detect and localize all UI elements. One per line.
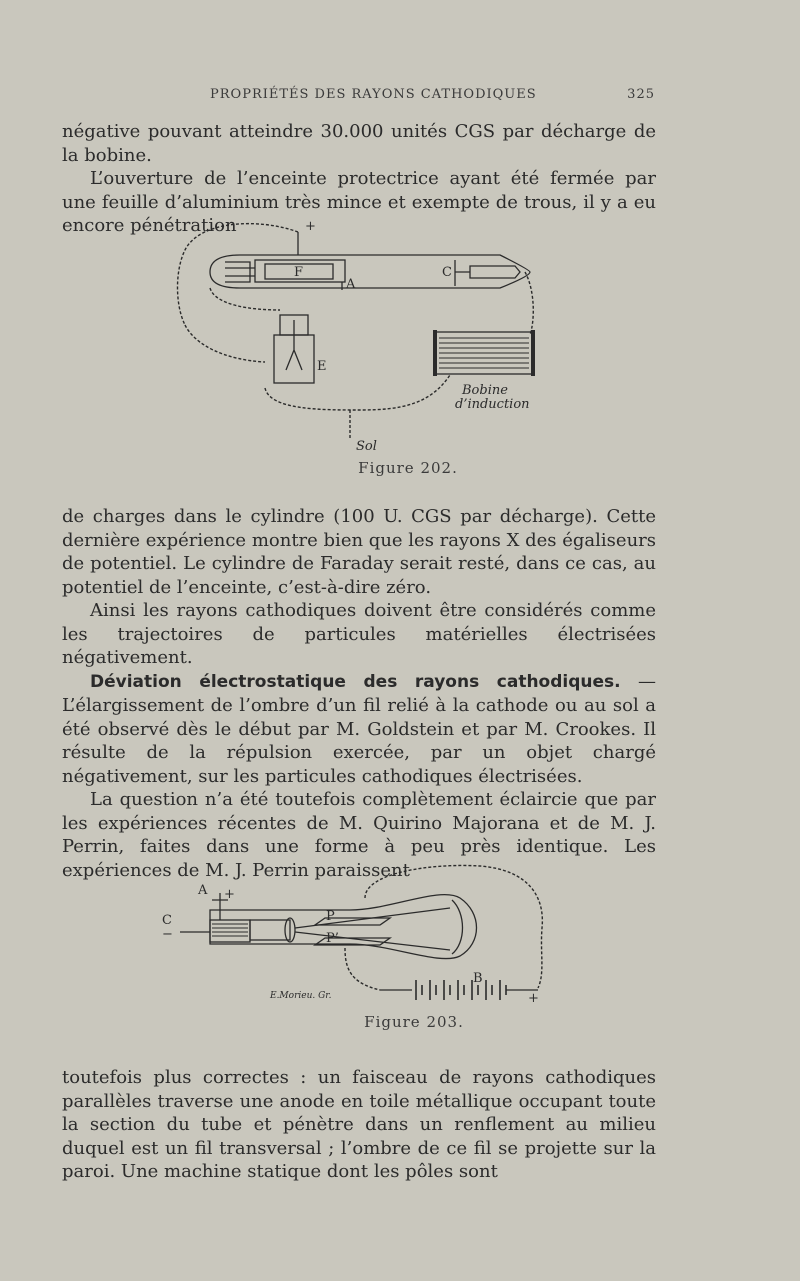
label-plus: + [305, 219, 316, 234]
label-B: B [473, 971, 483, 986]
coil-end-left [433, 330, 437, 376]
label-A: A [346, 277, 356, 292]
label-plus-B: + [528, 991, 539, 1006]
paragraph-deviation [62, 670, 656, 789]
text-block-bottom [62, 1066, 656, 1184]
paragraph-continued: négative pouvant atteindre 30.000 unités CGS par décharge de la bobine. [62, 121, 656, 166]
cathode [455, 260, 520, 286]
paragraph-charges: de charges dans le cylindre (100 U. CGS par décharge). Cette dernière expérience montre bien que les rayons X des égaliseurs de potentiel. Le cylindre de Faraday serait resté, dans ce cas, au potentiel de l’enceinte, c’est-à-dire zéro. [62, 506, 656, 598]
wire-bottom [265, 375, 450, 410]
running-title: PROPRIÉTÉS DES RAYONS CATHODIQUES [210, 87, 537, 102]
label-induction: d’induction [455, 397, 530, 412]
paragraph-perrin: toutefois plus correctes : un faisceau de rayons cathodiques parallèles traverse une anode en toile métallique occupant toute la section du tube et pénètre dans un renflement au milieu duquel est un fil transversal ; l’ombre de ce fil se projette sur la paroi. Une machine statique dont les pôles sont [62, 1067, 656, 1182]
screen-arc [452, 900, 463, 954]
label-A-203: A [198, 883, 208, 898]
label-sol: Sol [356, 439, 377, 454]
figure-203-caption: Figure 203. [364, 1013, 464, 1031]
paragraph-conclusion: Ainsi les rayons cathodiques doivent être considérés comme les trajectoires de particules matérielles électrisées négativement. [62, 600, 656, 668]
label-plus-A: + [224, 887, 235, 902]
paragraph-aluminium: L’ouverture de l’enceinte protectrice ayant été fermée par une feuille d’aluminium très mince et exempte de trous, il y a eu encore pénétration [62, 168, 656, 236]
engraver-signature: E.Morieu. Gr. [270, 991, 332, 1001]
deviation-text: — L’élargissement de l’ombre d’un fil relié à la cathode ou au sol a été observé dès le début par M. Goldstein et par M. Crookes. Il résulte de la répulsion exercée, par un objet chargé négativement, sur les particules cathodiques électrisées. [62, 670, 656, 787]
wire-left-lower [185, 325, 265, 362]
label-E: E [317, 359, 327, 374]
wire-right [525, 272, 533, 335]
label-C-203: C [162, 913, 172, 928]
figure-202-caption: Figure 202. [358, 459, 458, 477]
cathode-lines [212, 924, 248, 936]
figure-203-diagram [150, 858, 550, 1008]
label-P-prime: P’ [326, 931, 339, 946]
wire-lower [345, 948, 380, 990]
figure-202-diagram [170, 210, 550, 455]
section-heading: Déviation électrostatique des rayons cathodiques. [90, 671, 621, 692]
label-C: C [442, 265, 452, 280]
paragraph-question: La question n’a été toutefois complètement éclaircie que par les expériences récentes de M. Quirino Majorana et de M. J. Perrin, faites dans une forme à peu près identique. Les expériences de M. J. Perrin paraissent [62, 789, 656, 881]
label-P: P [326, 909, 335, 924]
label-bobine: Bobine [462, 383, 508, 398]
wire-top [365, 865, 542, 988]
tube-left-end [225, 262, 250, 282]
electrometer-leaves [286, 320, 302, 370]
anode-cylinder [250, 920, 290, 940]
battery [416, 980, 506, 1000]
coil-windings [439, 338, 529, 368]
coil-end-right [531, 330, 535, 376]
label-F: F [294, 265, 304, 280]
wire-loop [210, 288, 280, 310]
text-block-middle [62, 505, 656, 882]
cathode-203 [210, 920, 250, 942]
label-minus: − [162, 927, 173, 942]
page-number: 325 [627, 87, 655, 102]
